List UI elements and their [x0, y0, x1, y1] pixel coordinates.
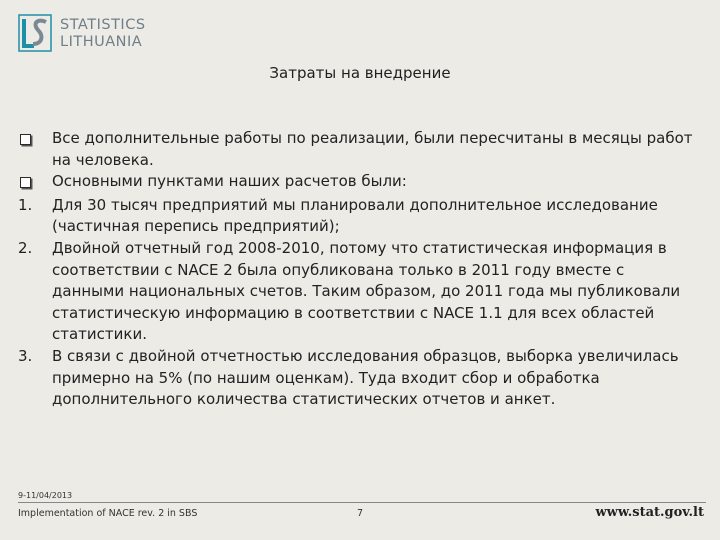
list-item	[18, 195, 698, 238]
list-number: 3.	[18, 346, 33, 365]
statistics-lithuania-logo	[18, 12, 218, 56]
list-number: 2.	[18, 238, 33, 257]
list-item-text: Основными пунктами наших расчетов были:	[52, 172, 407, 191]
slide-content	[18, 128, 698, 411]
list-item-text: В связи с двойной отчетностью исследования образцов, выборка увеличилась примерно на 5% (по нашим оценкам). Туда входит сбор и обработка дополнительного количества статистических отчетов и анкет.	[52, 346, 679, 409]
footer-presentation-title: Implementation of NACE rev. 2 in SBS	[18, 508, 198, 519]
list-item-text: Все дополнительные работы по реализации, были пересчитаны в месяцы работ на человека.	[52, 129, 693, 169]
checkbox-bullet-icon	[20, 177, 31, 188]
bullet-marker	[18, 171, 52, 195]
list-number: 1.	[18, 195, 33, 214]
list-item-text: Для 30 тысяч предприятий мы планировали дополнительное исследование (частичная перепись предприятий);	[52, 195, 658, 236]
footer-divider	[18, 502, 706, 503]
footer-website-link[interactable]: www.stat.gov.lt	[595, 505, 704, 520]
list-item-text: Двойной отчетный год 2008-2010, потому что статистическая информация в соответствии с NACE 2 была опубликована только в 2011 году вместе с данными национальных счетов. Таким образом, до 2011 года мы публиковали статистическую информацию в соответствии с NACE 1.1 для всех областей статистики.	[52, 238, 681, 344]
list-item	[18, 346, 698, 411]
checkbox-bullet-icon	[20, 134, 31, 145]
logo-line1: STATISTICS	[60, 17, 146, 33]
logo-text	[60, 17, 146, 51]
page-number: 7	[357, 508, 364, 519]
list-item	[18, 128, 698, 171]
list-item	[18, 171, 698, 195]
logo-line2: LITHUANIA	[60, 34, 143, 50]
list-item	[18, 238, 698, 346]
logo-mark-icon	[18, 14, 52, 52]
bullet-marker	[18, 128, 52, 152]
slide-title: Затраты на внедрение	[269, 64, 451, 82]
footer-date: 9-11/04/2013	[18, 491, 73, 500]
